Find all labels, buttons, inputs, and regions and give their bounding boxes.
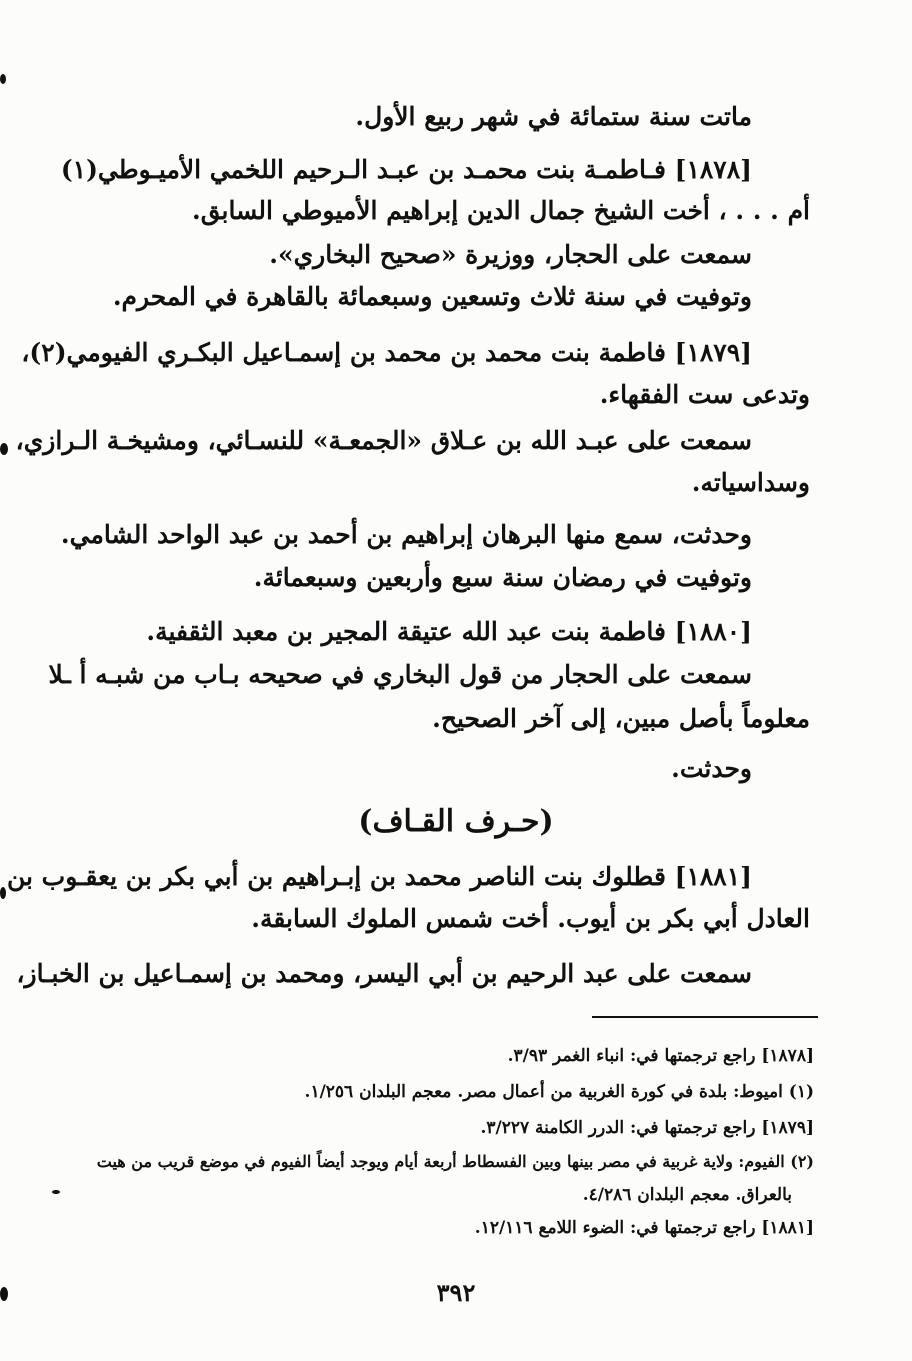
text-line: وحدثت. — [671, 754, 752, 783]
text-line: ماتت سنة ستمائة في شهر ربيع الأول. — [355, 102, 752, 131]
section-heading: (حـرف القـاف) — [358, 804, 554, 839]
text-line: سمعت على الحجار من قول البخاري في صحيحه بـاب من شبـه أ ـلا — [48, 660, 752, 689]
text-line: أم . . . ، أخت الشيخ جمال الدين إبراهيم الأميوطي السابق. — [192, 196, 810, 225]
entry-1878-heading: [١٨٧٨] فـاطمـة بنت محمـد بن عبـد الـرحيم اللخمي الأميـوطي(١) — [60, 155, 752, 184]
text-line: وسداسياته. — [691, 468, 810, 497]
footnote: [١٨٧٩] راجع ترجمتها في: الدرر الكامنة ٣/٢٢٧. — [480, 1118, 814, 1138]
text-line: سمعت على عبد الرحيم بن أبي اليسر، ومحمد بن إسمـاعيل بن الخبـاز، — [16, 959, 752, 988]
text-line: العادل أبي بكر بن أيوب. أخت شمس الملوك السابقة. — [251, 904, 810, 933]
text-line: وتوفيت في سنة ثلاث وتسعين وسبعمائة بالقاهرة في المحرم. — [112, 282, 752, 311]
entry-1880-heading: [١٨٨٠] فاطمة بنت عبد الله عتيقة المجير بن معبد الثقفية. — [146, 617, 752, 646]
text-line: معلوماً بأصل مبين، إلى آخر الصحيح. — [432, 704, 810, 733]
footnote-separator — [592, 1016, 818, 1018]
text-line: وتوفيت في رمضان سنة سبع وأربعين وسبعمائة. — [253, 563, 752, 592]
footnote: (٢) الفيوم: ولاية غربية في مصر بينها وبين الفسطاط أربعة أيام ويوجد أيضاً الفيوم في موضع قريب من هيت — [96, 1152, 814, 1171]
scan-mark — [0, 443, 8, 455]
scan-mark — [0, 1287, 8, 1301]
text-line: سمعت على عبـد الله بن عـلاق «الجمعـة» للنسـائي، ومشيخـة الـرازي، — [15, 426, 752, 455]
scan-mark — [0, 887, 6, 899]
text-line: وحدثت، سمع منها البرهان إبراهيم بن أحمد بن عبد الواحد الشامي. — [60, 520, 752, 549]
footnote: (١) اميوط: بلدة في كورة الغربية من أعمال مصر. معجم البلدان ١/٢٥٦. — [304, 1082, 814, 1102]
entry-1881-heading: [١٨٨١] قطلوك بنت الناصر محمد بن إبـراهيم بن أبي بكر بن يعقـوب بن — [6, 862, 752, 891]
page-number: ٣٩٢ — [436, 1278, 476, 1307]
footnote: بالعراق. معجم البلدان ٤/٢٨٦. — [582, 1185, 792, 1205]
scan-mark — [0, 74, 6, 84]
text-line: سمعت على الحجار، ووزيرة «صحيح البخاري». — [269, 240, 752, 269]
text-line: وتدعى ست الفقهاء. — [599, 380, 810, 409]
footnote: [١٨٨١] راجع ترجمتها في: الضوء اللامع ١٢/١١٦. — [474, 1218, 814, 1238]
scan-mark — [52, 1190, 60, 1194]
footnote: [١٨٧٨] راجع ترجمتها في: انباء الغمر ٣/٩٣. — [507, 1046, 814, 1066]
entry-1879-heading: [١٨٧٩] فاطمة بنت محمد بن محمد بن إسمـاعيل البكـري الفيومي(٢)، — [21, 338, 752, 367]
